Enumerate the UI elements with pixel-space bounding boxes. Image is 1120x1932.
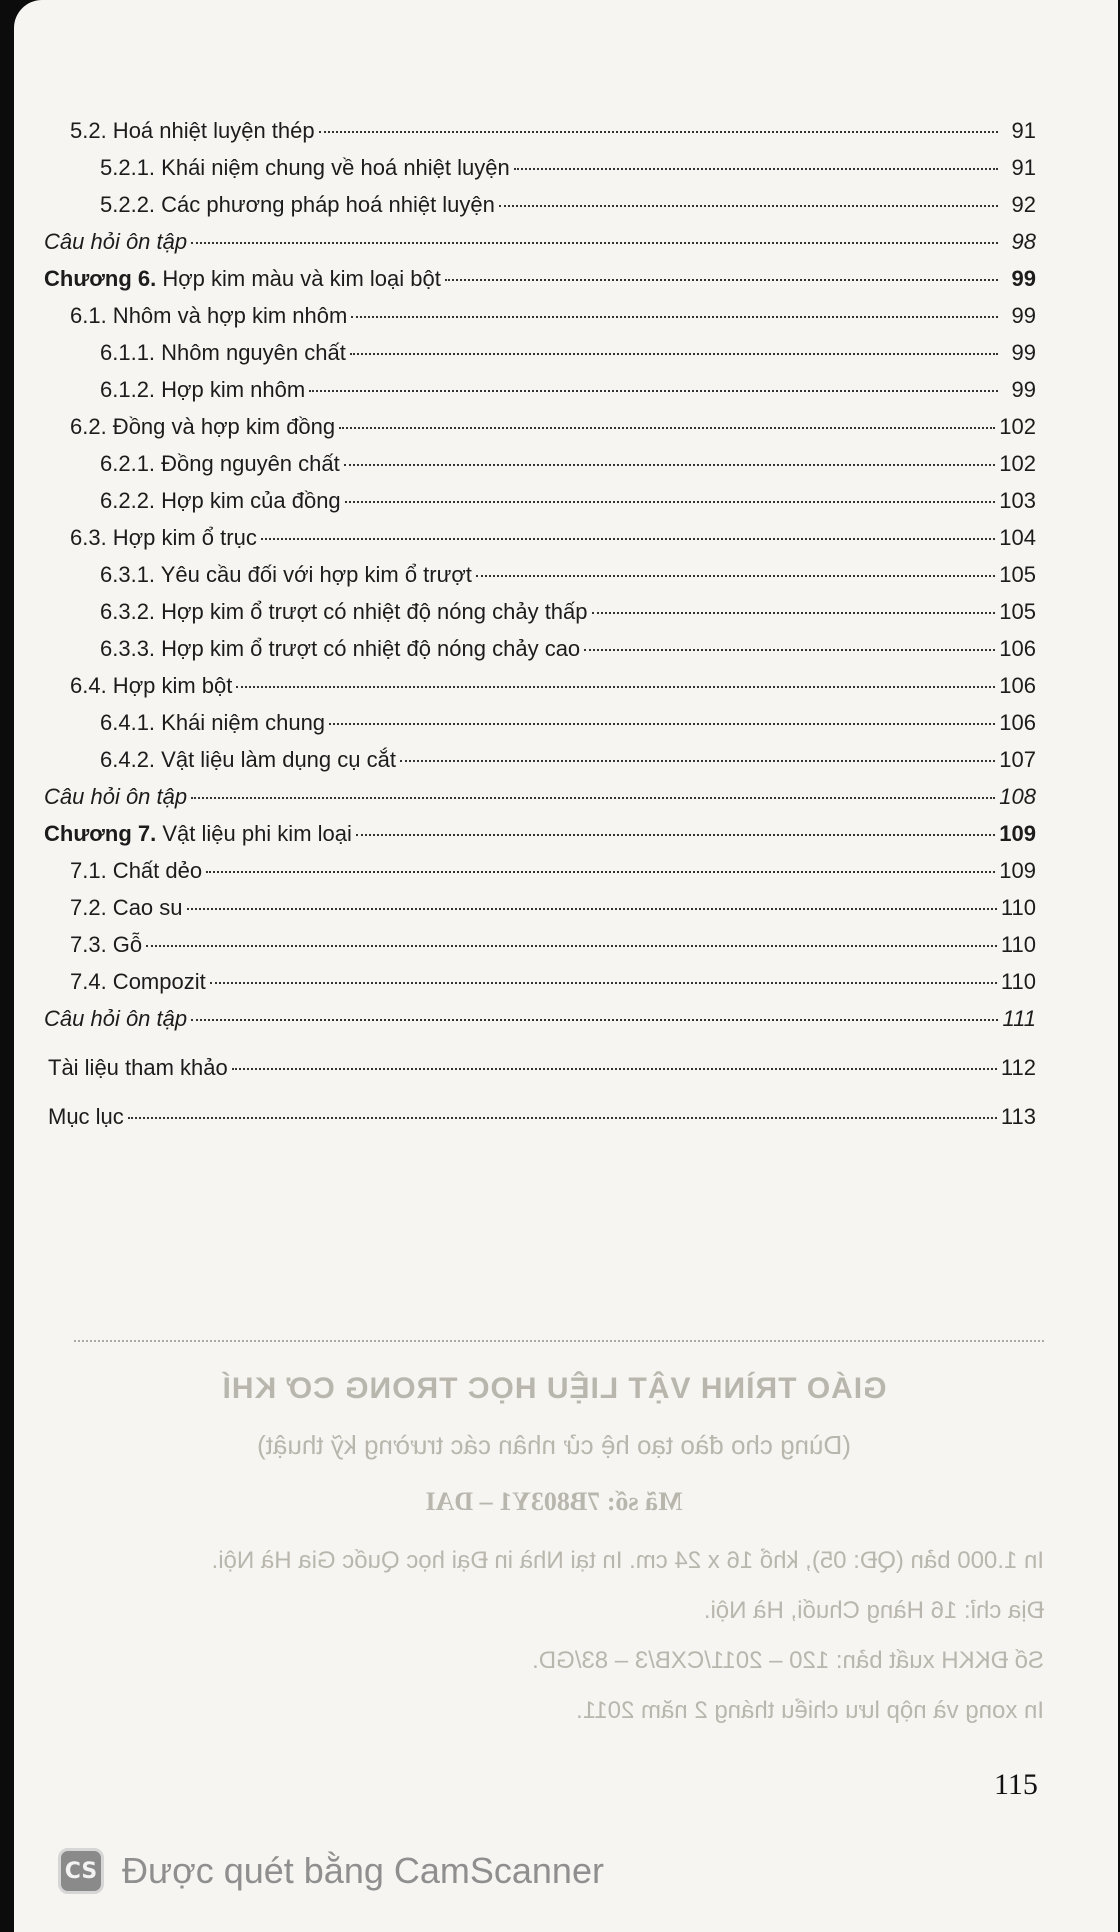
toc-entry-label: 5.2.1. Khái niệm chung về hoá nhiệt luyện bbox=[100, 155, 510, 180]
toc-entry-label: Câu hỏi ôn tập bbox=[44, 229, 188, 254]
toc-entry bbox=[44, 710, 1036, 747]
toc-entry-page: 102 bbox=[999, 414, 1036, 439]
toc-entry-page: 99 bbox=[1011, 377, 1036, 402]
table-of-contents bbox=[44, 118, 1036, 1141]
toc-entry-page: 111 bbox=[1002, 1006, 1036, 1031]
toc-entry bbox=[44, 451, 1036, 488]
toc-entry-label: 6.2. Đồng và hợp kim đồng bbox=[70, 414, 336, 439]
page-number: 115 bbox=[994, 1768, 1038, 1801]
colophon-divider bbox=[74, 1340, 1044, 1342]
toc-entry bbox=[44, 1104, 1036, 1141]
colophon-title: GIÁO TRÌNH VẬT LIỆU HỌC TRONG CƠ KHÍ bbox=[221, 1372, 887, 1405]
toc-entry-page: 92 bbox=[1011, 192, 1036, 217]
toc-entry-label: Câu hỏi ôn tập bbox=[44, 784, 188, 809]
toc-entry bbox=[44, 562, 1036, 599]
toc-entry-page: 107 bbox=[999, 747, 1036, 772]
toc-entry-page: 109 bbox=[999, 858, 1036, 883]
toc-entry-label: 7.4. Compozit bbox=[70, 969, 206, 994]
toc-leader-dots bbox=[191, 1019, 998, 1021]
colophon-address: Địa chỉ: 16 Hàng Chuối, Hà Nội. bbox=[703, 1597, 1044, 1624]
colophon-code: Mã số: 7B803Y1 – DAI bbox=[425, 1487, 683, 1516]
toc-entry-label: 5.2.2. Các phương pháp hoá nhiệt luyện bbox=[100, 192, 495, 217]
toc-leader-dots bbox=[400, 760, 995, 762]
toc-leader-dots bbox=[232, 1068, 997, 1070]
toc-entry-label: 6.3.2. Hợp kim ổ trượt có nhiệt độ nóng chảy thấp bbox=[100, 599, 588, 624]
toc-entry bbox=[44, 192, 1036, 229]
toc-entry bbox=[44, 155, 1036, 192]
toc-entry-label: 5.2. Hoá nhiệt luyện thép bbox=[70, 118, 315, 143]
toc-entry-page: 99 bbox=[1011, 266, 1036, 291]
toc-entry bbox=[44, 673, 1036, 710]
toc-leader-dots bbox=[350, 353, 998, 355]
toc-entry bbox=[44, 895, 1036, 932]
toc-entry-label: 6.2.1. Đồng nguyên chất bbox=[100, 451, 340, 476]
colophon-registration: Số ĐKKH xuất bản: 120 – 2011/CXB/3 – 83/GD. bbox=[532, 1647, 1044, 1674]
toc-entry bbox=[44, 414, 1036, 451]
toc-entry-page: 104 bbox=[999, 525, 1036, 550]
toc-entry bbox=[44, 821, 1036, 858]
toc-entry-page: 99 bbox=[1011, 303, 1036, 328]
colophon-subtitle: (Dùng cho đào tạo hệ cử nhân các trường kỹ thuật) bbox=[257, 1430, 851, 1460]
toc-leader-dots bbox=[191, 797, 995, 799]
toc-entry-label bbox=[44, 821, 352, 847]
toc-entry-page: 108 bbox=[999, 784, 1036, 809]
toc-entry-page: 110 bbox=[1000, 895, 1036, 920]
toc-entry bbox=[44, 747, 1036, 784]
toc-entry bbox=[44, 932, 1036, 969]
toc-leader-dots bbox=[261, 538, 995, 540]
toc-leader-dots bbox=[309, 390, 998, 392]
toc-entry-page: 103 bbox=[999, 488, 1036, 513]
toc-entry bbox=[44, 303, 1036, 340]
toc-entry bbox=[44, 340, 1036, 377]
toc-entry-label: 6.3.1. Yêu cầu đối với hợp kim ổ trượt bbox=[100, 562, 472, 587]
chapter-number: Chương 6. bbox=[44, 266, 157, 291]
toc-entry-page: 106 bbox=[999, 710, 1036, 735]
toc-leader-dots bbox=[514, 168, 998, 170]
toc-entry bbox=[44, 858, 1036, 895]
toc-entry-label: 6.4. Hợp kim bột bbox=[70, 673, 233, 698]
toc-leader-dots bbox=[344, 464, 996, 466]
toc-entry bbox=[44, 377, 1036, 414]
toc-leader-dots bbox=[476, 575, 995, 577]
toc-entry-label: 6.1.2. Hợp kim nhôm bbox=[100, 377, 306, 402]
toc-entry bbox=[44, 266, 1036, 303]
toc-entry bbox=[44, 636, 1036, 673]
toc-entry-label: Mục lục bbox=[48, 1104, 124, 1129]
colophon-bleed-through bbox=[64, 1340, 1044, 1725]
toc-entry-label: Tài liệu tham khảo bbox=[48, 1055, 228, 1080]
toc-entry-page: 106 bbox=[999, 636, 1036, 661]
toc-leader-dots bbox=[236, 686, 995, 688]
toc-leader-dots bbox=[592, 612, 996, 614]
toc-entry bbox=[44, 1055, 1036, 1092]
toc-entry-label bbox=[44, 266, 441, 292]
camscanner-watermark bbox=[58, 1846, 604, 1896]
toc-entry bbox=[44, 599, 1036, 636]
toc-entry-label: 6.1. Nhôm và hợp kim nhôm bbox=[70, 303, 348, 328]
toc-entry-label: 6.3.3. Hợp kim ổ trượt có nhiệt độ nóng chảy cao bbox=[100, 636, 581, 661]
toc-spacer bbox=[44, 1092, 1036, 1104]
toc-leader-dots bbox=[329, 723, 995, 725]
toc-entry-page: 110 bbox=[1000, 969, 1036, 994]
toc-leader-dots bbox=[319, 131, 998, 133]
toc-leader-dots bbox=[499, 205, 998, 207]
toc-entry-page: 98 bbox=[1011, 229, 1036, 254]
toc-entry-page: 105 bbox=[999, 562, 1036, 587]
toc-leader-dots bbox=[187, 908, 997, 910]
chapter-title: Vật liệu phi kim loại bbox=[156, 821, 352, 846]
toc-entry-page: 105 bbox=[999, 599, 1036, 624]
toc-entry-label: 6.4.2. Vật liệu làm dụng cụ cắt bbox=[100, 747, 396, 772]
toc-entry-label: 7.1. Chất dẻo bbox=[70, 858, 203, 883]
toc-entry-label: 6.2.2. Hợp kim của đồng bbox=[100, 488, 341, 513]
toc-entry-page: 112 bbox=[1000, 1055, 1036, 1080]
toc-leader-dots bbox=[445, 279, 998, 281]
toc-entry-page: 106 bbox=[999, 673, 1036, 698]
toc-spacer bbox=[44, 1043, 1036, 1055]
toc-leader-dots bbox=[345, 501, 996, 503]
toc-leader-dots bbox=[339, 427, 995, 429]
toc-entry-label: Câu hỏi ôn tập bbox=[44, 1006, 188, 1031]
toc-entry-page: 91 bbox=[1011, 155, 1036, 180]
toc-entry-label: 6.3. Hợp kim ổ trục bbox=[70, 525, 257, 550]
toc-leader-dots bbox=[128, 1117, 997, 1119]
chapter-title: Hợp kim màu và kim loại bột bbox=[156, 266, 441, 291]
toc-entry bbox=[44, 488, 1036, 525]
chapter-number: Chương 7. bbox=[44, 821, 157, 846]
toc-leader-dots bbox=[210, 982, 997, 984]
toc-entry-page: 109 bbox=[999, 821, 1036, 846]
toc-entry-label: 7.3. Gỗ bbox=[70, 932, 143, 957]
toc-leader-dots bbox=[356, 834, 995, 836]
toc-leader-dots bbox=[146, 945, 997, 947]
toc-leader-dots bbox=[351, 316, 998, 318]
toc-entry bbox=[44, 969, 1036, 1006]
toc-leader-dots bbox=[584, 649, 995, 651]
colophon-print-info: In 1.000 bản (QĐ: 05), khổ 16 x 24 cm. In tại Nhà in Đại học Quốc Gia Hà Nội. bbox=[211, 1547, 1044, 1574]
toc-entry-page: 110 bbox=[1000, 932, 1036, 957]
toc-leader-dots bbox=[206, 871, 995, 873]
toc-entry-label: 7.2. Cao su bbox=[70, 895, 183, 920]
camscanner-logo-icon: CS bbox=[58, 1848, 104, 1894]
toc-entry-label: 6.1.1. Nhôm nguyên chất bbox=[100, 340, 346, 365]
colophon-deposit: In xong và nộp lưu chiểu tháng 2 năm 2011. bbox=[576, 1697, 1044, 1724]
toc-entry bbox=[44, 118, 1036, 155]
toc-entry-page: 102 bbox=[999, 451, 1036, 476]
toc-entry-page: 113 bbox=[1000, 1104, 1036, 1129]
toc-entry bbox=[44, 1006, 1036, 1043]
watermark-text: Được quét bằng CamScanner bbox=[122, 1850, 604, 1891]
toc-entry bbox=[44, 525, 1036, 562]
toc-leader-dots bbox=[191, 242, 998, 244]
book-page bbox=[14, 0, 1118, 1932]
toc-entry bbox=[44, 229, 1036, 266]
toc-entry bbox=[44, 784, 1036, 821]
toc-entry-label: 6.4.1. Khái niệm chung bbox=[100, 710, 326, 735]
toc-entry-page: 99 bbox=[1011, 340, 1036, 365]
toc-entry-page: 91 bbox=[1011, 118, 1036, 143]
